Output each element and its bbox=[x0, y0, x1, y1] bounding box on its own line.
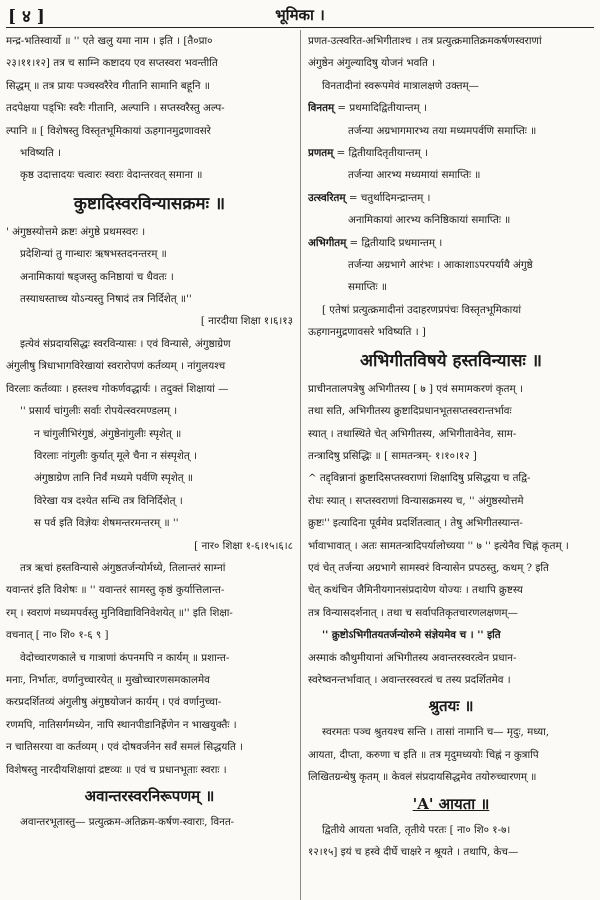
section-heading: कुष्टादिस्वरविन्यासक्रमः ॥ bbox=[73, 193, 226, 214]
term-text: = द्वितीयादि प्रथमान्तम् । bbox=[349, 236, 443, 249]
definition-detail: अनामिकायां आरभ्य कनिष्ठिकायां समाप्तिः ॥ bbox=[348, 214, 511, 227]
text-line: तन्त्रादिषु प्रसिद्धिः ॥ [ सामतन्त्रम्- १।१०।१२ ] bbox=[308, 449, 477, 462]
text-line: अंगुष्ठेन अंगुल्यादिषु योजनं भवति । bbox=[308, 57, 436, 70]
section-heading: श्रुतयः ॥ bbox=[428, 697, 474, 716]
left-column bbox=[6, 30, 300, 900]
term-label: विनतम् bbox=[308, 102, 335, 115]
text-line: द्वितीये आयता भवति, तृतीये परतः [ ना० शि० १-७। bbox=[322, 823, 511, 836]
section-heading: अवान्तरस्वरनिरूपणम् ॥ bbox=[84, 787, 215, 805]
text-line: आयता, दीप्ता, करुणा च इति ॥ तत्र मृदुमध्ययोः चिह्नं न कुत्रापि bbox=[308, 748, 539, 761]
text-line: विशेषस्तु नारदीयशिक्षायां द्रष्टव्यः ॥ एवं च प्रधानभूताः स्वराः । bbox=[6, 763, 227, 776]
text-line: रम् । स्वराणं मध्यमपर्वस्तु मुनिविद्याविनिवेशयेत् ॥'' इति शिक्षा- bbox=[6, 606, 233, 619]
section-heading: अभिगीतविषये हस्तविन्यासः ॥ bbox=[360, 350, 542, 371]
text-line: १२।१५] इयं च हस्वे दीर्घे चाक्षरे न श्रूयते । तथापि, केच— bbox=[308, 846, 519, 858]
term-label: प्रणतम् bbox=[308, 147, 334, 160]
section-heading: 'A' आयता ॥ bbox=[412, 794, 490, 813]
page-header bbox=[6, 4, 594, 26]
definition-detail: तर्जन्या अग्रभागे आरंभः । आकाशाऽपरपर्यायै अंगुष्ठे bbox=[348, 259, 533, 272]
text-line: मनाः, निर्भातः, वर्णानुच्चारयेत् ॥ मुखोच्चारणसमकालमेव bbox=[6, 673, 210, 686]
term-label: उत्स्वरितम् bbox=[308, 191, 346, 204]
text-line: भविष्यति । bbox=[20, 147, 61, 160]
text-line: स्वरमतः पञ्च श्रुतयश्च सन्ति । तासां नामानि च— मृदुः, मध्या, bbox=[322, 726, 550, 739]
text-line: कृष्ठ उदात्तादयः चत्वारः स्वराः वेदान्तरवत् समाना ॥ bbox=[20, 169, 203, 182]
text-line: वेदोच्चारणकाले च गात्राणां कंपनमपि न कार्यम् ॥ प्रशान्त- bbox=[20, 651, 230, 664]
verse-line: अंगुष्ठाग्रेण तानि निर्वं मध्यमे पर्वणि स्पृशेत् ॥ bbox=[34, 472, 194, 485]
text-line: इत्येवं संप्रदायसिद्धः स्वरविन्यासः । एवं विन्यासे, अंगुष्ठाग्रेण bbox=[20, 337, 231, 350]
text-line: विनतादीनां स्वरूपमेवं मात्रालक्षणे उक्तम्— bbox=[322, 79, 479, 92]
text-line: लिखितग्रन्थेषु कृतम् ॥ केवलं संप्रदायसिद्धमेव तयोरुच्चारणम् ॥ bbox=[308, 771, 537, 784]
text-line: क्रुष्टः'' इत्यादिना पूर्वमेव प्रदर्शितत्वात् । तेषु अभिगीतस्यान्त- bbox=[308, 517, 523, 530]
verse-line: '' प्रसार्य चांगुलीः सर्वाः रोपयेत्स्वरमण्डलम् । bbox=[20, 405, 178, 418]
verse-line: अनामिकायां षड्जस्तु कनिष्ठायां च धैवतः । bbox=[20, 270, 174, 283]
text-line: स्वरेष्वनन्तर्भावात् । अवान्तरस्वरत्वं च तस्य प्रदर्शितमेव । bbox=[308, 673, 511, 686]
text-line: रणमपि, नातिसर्गमध्येन, नापि स्थानपीडानिर्ह्रेणेन न भाखयुक्तैः । bbox=[6, 718, 237, 731]
text-line: सिद्धम् ॥ तत्र प्रायः पञ्चस्वरैरेव गीतानि सामानि बहूनि ॥ bbox=[6, 79, 210, 92]
verse-line: स पर्व इति विज्ञेयः शेषमन्तरमन्तरम् ॥ '' bbox=[34, 517, 179, 530]
text-line: रोधः स्यात् । सप्तस्वराणां विन्यासक्रमस्य च, '' अंगुष्ठस्योत्तमे bbox=[308, 494, 524, 507]
text-line: तथा सति, अभिगीतस्य क्रुष्टादिप्रधानभूतसप्तस्वरान्तर्भावः bbox=[308, 405, 512, 418]
right-column bbox=[300, 30, 594, 900]
text-line: प्रणत-उत्स्वरित-अभिगीताश्च । तत्र प्रत्युत्क्रमातिक्रमकर्षणस्वराणां bbox=[308, 35, 542, 47]
term-text: = प्रथमादिद्वितीयान्तम् । bbox=[337, 102, 427, 115]
text-line: मन्द्र-भतिस्वार्यो ॥ '' एते खलु यमा नाम । इति । [तै०प्रा० bbox=[6, 35, 213, 47]
text-line: वचनात् [ ना० शि० १-६ ९ ] bbox=[6, 629, 109, 642]
verse-line: न चांगुलीभिरंगुष्ठं, अंगुष्ठेनांगुलीः स्पृशेत् ॥ bbox=[34, 427, 182, 440]
verse-line: विरलाः नांगुलीः कुर्यात् मूले चैना न संस्पृशेत् । bbox=[34, 449, 197, 462]
term-text: = द्वितीयादितृतीयान्तम् । bbox=[336, 147, 428, 160]
citation: [ नारदीया शिक्षा १।६।१३ bbox=[200, 315, 293, 328]
text-line: ल्पानि ॥ [ विशेषस्तु विस्तृतभूमिकायां ऊहगानमुद्रणावसरे bbox=[6, 124, 211, 137]
text-line: यवान्तरं इति विशेषः ॥ '' यवान्तरं सामस्तु कृष्ठं कुर्यात्तिलान्त- bbox=[6, 584, 225, 597]
definition-term bbox=[308, 232, 594, 254]
verse-line: विरेखा यत्र दश्येत सन्धि तत्र विनिर्दिशेत् । bbox=[34, 494, 183, 507]
text-line: स्यात् । तथास्थिते चेत् अभिगीतस्य, अभिगीतावेनेव, साम- bbox=[308, 427, 517, 440]
header-rule bbox=[6, 27, 594, 28]
verse-line: तस्याधस्ताच्च योऽन्यस्तु निषादं तत्र निर्दिशेत् ॥'' bbox=[20, 293, 192, 306]
text-line: र्भावाभावात् । अतः सामतन्त्रादिपर्यालोच्यया '' ७ '' इत्येनैव चिह्नं कृतम् । bbox=[308, 539, 569, 552]
definition-detail: तर्जन्या आरभ्य मध्यमायां समाप्तिः ॥ bbox=[348, 169, 481, 182]
text-line: अस्माकं कौथुमीयानां अभिगीतस्य अवान्तरस्वरत्वेन प्रधान- bbox=[308, 651, 517, 664]
two-column-body bbox=[6, 30, 594, 900]
definition-term bbox=[308, 142, 594, 164]
text-line: अवान्तरभूतास्तु— प्रत्युत्क्रम-अतिक्रम-कर्षण-स्वाराः, विनत- bbox=[20, 816, 235, 828]
text-line: न चातिसरया वा कर्तव्यम् । एवं दोषवर्जनेन सर्वं समलं सिद्धयति । bbox=[6, 741, 244, 754]
term-label: अभिगीतम् bbox=[308, 236, 347, 249]
text-line: तत्र ऋचां हस्तविन्यासे अंगुष्ठतर्जन्योर्मध्ये, तिलान्तरं साम्नां bbox=[20, 561, 226, 574]
definition-detail: तर्जन्या अग्रभागमारभ्य तया मध्यमपर्वणि समाप्तिः ॥ bbox=[348, 124, 537, 137]
text-line: अंगुलीषु त्रिधाभागविरेखायां स्वरारोपणं कर्तव्यम् । नांगुलयश्च bbox=[6, 360, 226, 373]
definition-term bbox=[308, 97, 594, 119]
term-text: = चतुर्थादिमन्द्रान्तम् । bbox=[348, 191, 431, 204]
definition-detail: समाप्तिः ॥ bbox=[348, 281, 388, 294]
citation: [ नार० शिक्षा १-६।१५।६।८ bbox=[194, 539, 293, 552]
text-line: प्राचीनतालपत्रेषु अभिगीतस्य [ ७ ] एवं समामकरणं कृतम् । bbox=[308, 382, 523, 395]
text-line: विरलाः कर्तव्याः । हस्तश्च गोकर्णवद्धार्यः । तदुक्तं शिक्षायां — bbox=[6, 382, 229, 395]
note-line: [ एतेषां प्रत्युत्क्रमादीनां उदाहरणप्रपंचः विस्तृतभूमिकायां bbox=[322, 303, 521, 316]
text-line: चेत् कथंचिन जैमिनीयगानसंप्रदायेण योज्यः । तथापि क्रुष्टस्य bbox=[308, 584, 523, 597]
quote-line: '' क्रुष्टोऽभिगीतयतर्जन्योरुमे संज्ञेयमेव च । '' इति bbox=[322, 629, 501, 642]
running-title: भूमिका । bbox=[275, 6, 325, 24]
verse-line: ' अंगुष्ठस्योत्तमे क्रष्टः अंगुष्ठे प्रथमस्वरः । bbox=[6, 225, 146, 238]
page-number: [ ४ ] bbox=[8, 7, 45, 27]
text-line: एवं चेत् तर्जन्या अग्रभागे सामस्वरं विन्यासेन प्रपठस्तु, कथम् ? इति bbox=[308, 561, 549, 574]
text-line: ^ तद्द्विन्नानां क्रुष्टादिसप्तस्वराणां शिक्षादिषु प्रसिद्धया च तद्वि- bbox=[308, 472, 531, 485]
note-line: ऊहगानमुद्रणावसरे भविष्यति । ] bbox=[308, 326, 426, 339]
text-line: २३।११।१२] तत्र च साम्नि कष्टादय एव सप्तस्वरा भवन्तीति bbox=[6, 57, 218, 70]
text-line: तत्र विन्यासदर्शनात् । तथा च सर्वापतिकृतचारणलक्षणम्— bbox=[308, 606, 518, 619]
verse-line: प्रदेशिन्यां तु गान्धारः ऋषभस्तदनन्तरम् ॥ bbox=[20, 248, 167, 261]
text-line: करप्रदर्शितव्यं अंगुलीषु अंगुष्ठयोजनं कार्यम् । एवं वर्णानुच्चा- bbox=[6, 696, 222, 709]
text-line: तदपेक्षया पड्भिः स्वरैः गीतानि, अल्पानि । सप्तस्वरैस्तु अल्प- bbox=[6, 102, 225, 115]
definition-term bbox=[308, 187, 594, 209]
